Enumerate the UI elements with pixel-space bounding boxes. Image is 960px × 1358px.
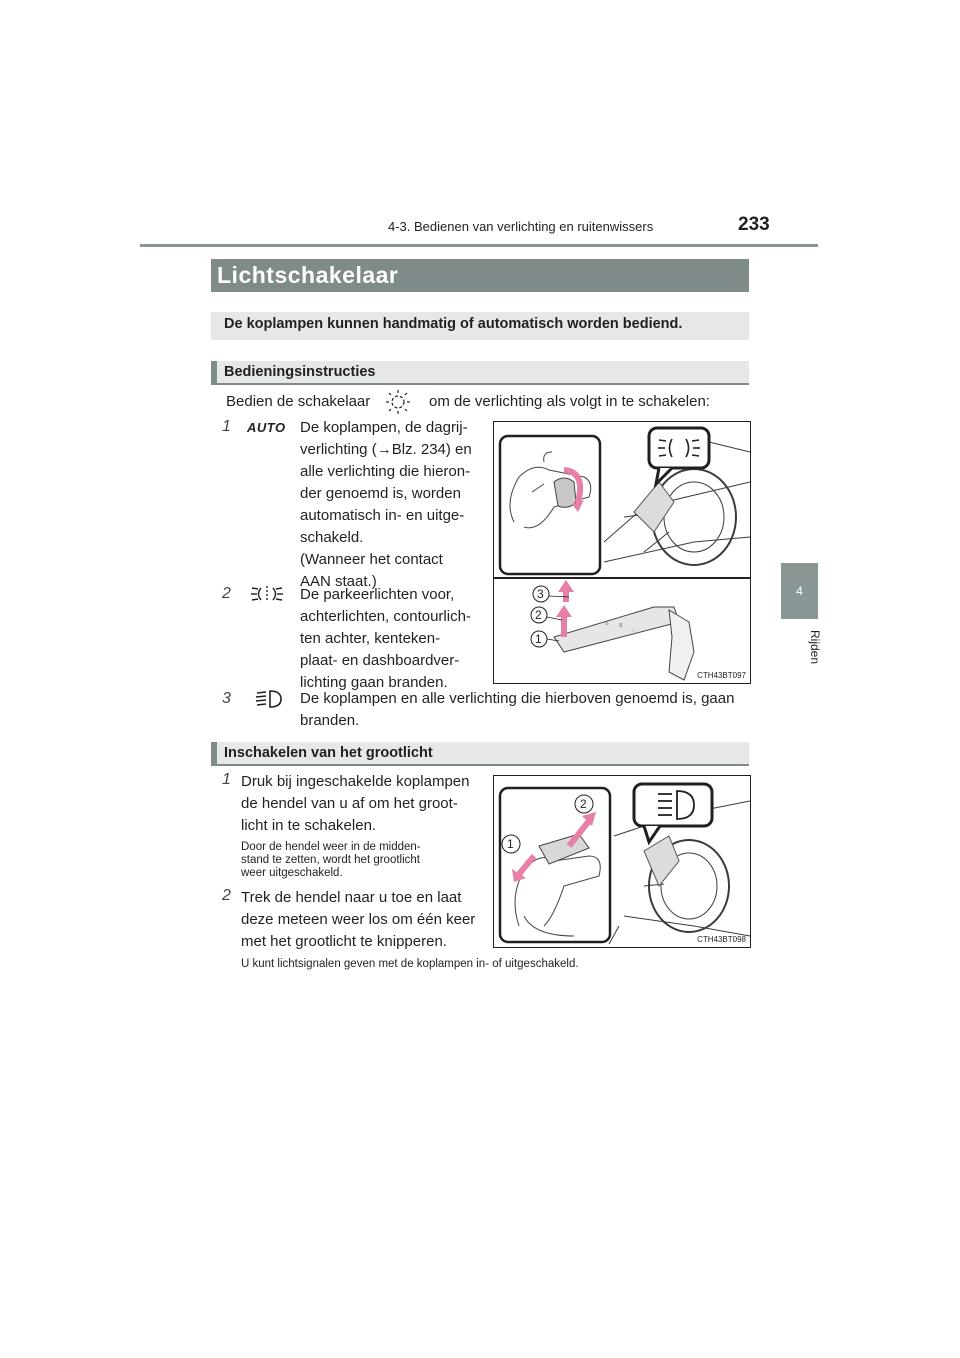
intro-before: Bedien de schakelaar [226,393,371,410]
parking-light-icon [250,583,284,605]
item-number: 3 [222,690,231,707]
page-title: Lichtschakelaar [217,262,399,288]
item-number: 1 [222,771,231,788]
item-text: Trek de hendel naar u toe en laat deze meteen weer los om één keer met het grootlicht te knipperen. [241,889,476,950]
chapter-tab[interactable]: 4 [781,563,818,619]
figure-callout: 1 [507,837,514,851]
item-note: U kunt lichtsignalen geven met de koplampen in- of uitgeschakeld. [241,958,579,970]
high-beam-figure [493,775,751,948]
high-beam-illustration [494,776,750,947]
light-switch-figure [493,421,751,684]
figure-callout: 2 [535,608,542,622]
headlight-icon [254,688,282,710]
figure-code: CTH43BT098 [697,935,746,944]
item-text: De koplampen, de dagrij- verlichting (→Blz. 234) en alle verlichting die hieron- der genoemd is, worden automatisch in- en uitge- schakeld. (Wanneer het contact AAN staat.) [300,419,472,590]
intro-after: om de verlichting als volgt in te schakelen: [429,393,710,410]
header-divider [140,244,818,247]
figure-callout: 1 [535,632,542,646]
svg-text:◌: ◌ [632,628,636,634]
svg-text:☼: ☼ [604,621,610,627]
page-number: 233 [738,214,770,235]
svg-text:≡: ≡ [619,623,623,629]
light-switch-illustration [494,422,750,683]
chapter-label: Rijden [808,630,822,665]
lead-text: De koplampen kunnen handmatig of automatisch worden bediend. [224,316,683,332]
section-heading-high-beam-text: Inschakelen van het grootlicht [224,745,433,761]
item-text: De parkeerlichten voor, achterlichten, contourlich- ten achter, kenteken- plaat- en dashboardver- lichting gaan branden. [300,586,471,691]
section-heading-operation-text: Bedieningsinstructies [224,364,376,380]
item-number: 1 [222,418,231,435]
figure-callout: 2 [580,797,587,811]
figure-callout: 3 [537,587,544,601]
figure-code: CTH43BT097 [697,671,746,680]
item-text: Druk bij ingeschakelde koplampen de hendel van u af om het groot- licht in te schakelen. [241,773,470,834]
item-number: 2 [222,585,231,602]
light-switch-off-icon [384,389,412,415]
header-section-title: 4-3. Bedienen van verlichting en ruitenwissers [388,219,654,234]
item-text: De koplampen en alle verlichting die hierboven genoemd is, gaan branden. [300,690,735,729]
item-number: 2 [222,887,231,904]
auto-icon: AUTO [247,420,286,435]
item-note: Door de hendel weer in de midden- stand te zetten, wordt het grootlicht weer uitgeschakeld. [241,841,421,879]
